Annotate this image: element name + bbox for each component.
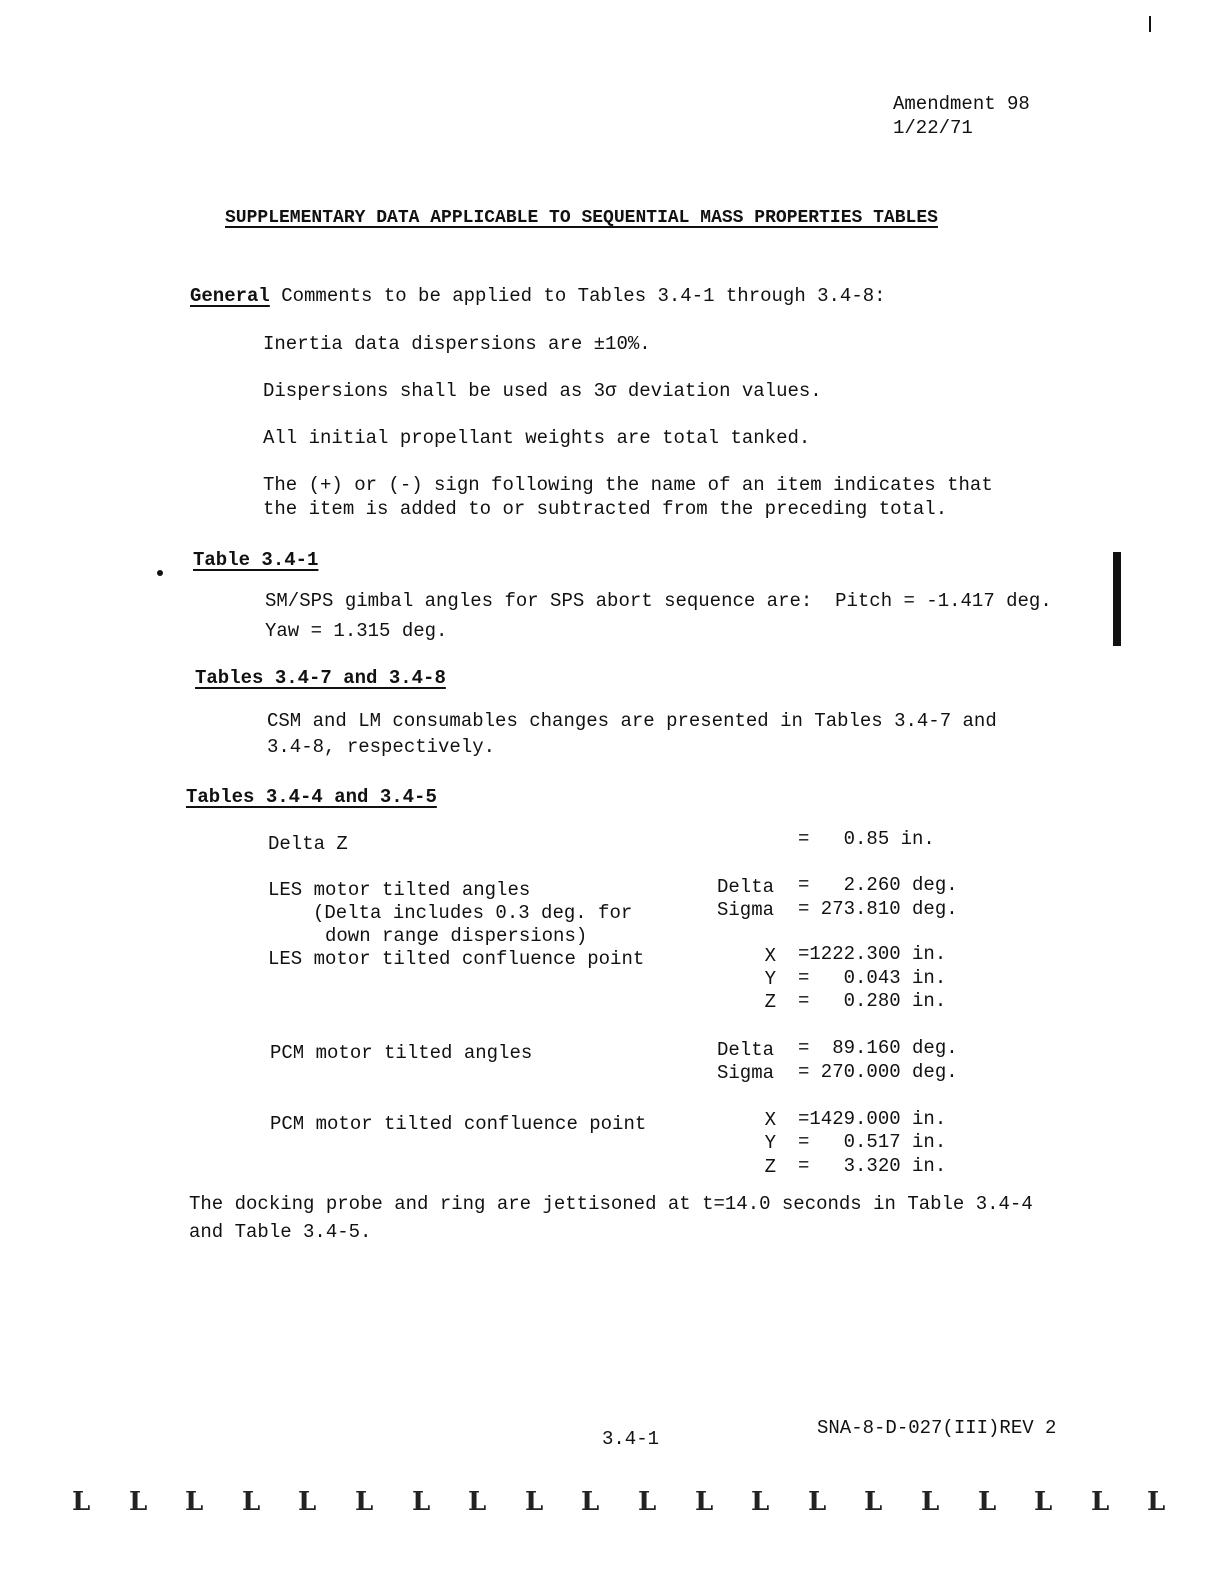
film-mark: L [185,1487,204,1517]
pcm-angles-sigma-value: = 270.000 deg. [798,1061,958,1083]
general-heading-line [190,284,886,308]
film-mark: L [864,1487,883,1517]
film-mark: L [751,1487,770,1517]
film-mark: L [695,1487,714,1517]
film-mark: L [921,1487,940,1517]
bullet-dot [157,570,163,576]
film-mark: L [1091,1487,1110,1517]
les-point-x-value: =1222.300 in. [798,943,947,965]
table341-line2: Yaw = 1.315 deg. [265,620,448,642]
pcm-angles-sigma-key: Sigma [716,1062,774,1084]
film-mark: L [412,1487,431,1517]
pcm-point-x-key: X [764,1109,776,1131]
film-mark: L [581,1487,600,1517]
pcm-point-label: PCM motor tilted confluence point [270,1113,647,1135]
les-point-y-value: = 0.043 in. [798,967,947,989]
les-angles-sigma-value: = 273.810 deg. [798,898,958,920]
les-angles-delta-key: Delta [716,876,774,898]
general-heading: General [190,285,270,307]
les-point-z-key: Z [764,991,776,1013]
closing-line1: The docking probe and ring are jettisoned at t=14.0 seconds in Table 3.4-4 [189,1193,1033,1215]
film-mark: L [1034,1487,1053,1517]
general-p2: Dispersions shall be used as 3σ deviation values. [263,380,822,402]
delta-z-label: Delta Z [268,833,348,855]
film-mark: L [355,1487,374,1517]
pcm-point-y-value: = 0.517 in. [798,1131,947,1153]
general-p3: All initial propellant weights are total tanked. [263,427,811,449]
les-point-label: LES motor tilted confluence point [268,948,645,970]
page-number: 3.4-1 [602,1428,660,1450]
document-id: SNA-8-D-027(III)REV 2 [817,1417,1057,1439]
film-mark: L [978,1487,997,1517]
film-mark: L [1147,1487,1166,1517]
closing-line2: and Table 3.4-5. [189,1221,372,1243]
les-angles-delta-value: = 2.260 deg. [798,874,958,896]
delta-z-value: = 0.85 in. [798,828,935,850]
table341-line1: SM/SPS gimbal angles for SPS abort sequence are: Pitch = -1.417 deg. [265,590,1052,612]
amendment-label: Amendment 98 [893,93,1030,115]
general-heading-rest: Comments to be applied to Tables 3.4-1 through 3.4-8: [269,285,886,307]
film-mark: L [72,1487,91,1517]
les-point-z-value: = 0.280 in. [798,990,947,1012]
scan-mark [1149,16,1151,32]
film-mark: L [242,1487,261,1517]
tables344-heading: Tables 3.4-4 and 3.4-5 [186,786,437,808]
film-mark: L [129,1487,148,1517]
revision-bar [1113,552,1121,646]
tables347-line2: 3.4-8, respectively. [267,736,496,758]
amendment-date: 1/22/71 [893,117,973,139]
film-mark: L [808,1487,827,1517]
film-mark: L [525,1487,544,1517]
general-p4-line1: The (+) or (-) sign following the name of an item indicates that [263,474,993,496]
les-angles-label1: LES motor tilted angles [268,879,531,901]
table341-heading: Table 3.4-1 [193,549,319,571]
pcm-point-z-value: = 3.320 in. [798,1155,947,1177]
general-p1: Inertia data dispersions are ±10%. [263,333,651,355]
general-p4-line2: the item is added to or subtracted from the preceding total. [263,498,948,520]
pcm-point-z-key: Z [764,1156,776,1178]
tables347-line1: CSM and LM consumables changes are presented in Tables 3.4-7 and [267,710,997,732]
les-angles-label2: (Delta includes 0.3 deg. for [313,902,633,924]
les-point-y-key: Y [764,968,776,990]
tables347-heading: Tables 3.4-7 and 3.4-8 [195,667,446,689]
pcm-point-x-value: =1429.000 in. [798,1108,947,1130]
les-angles-label3: down range dispersions) [325,925,588,947]
film-mark: L [298,1487,317,1517]
page-title: SUPPLEMENTARY DATA APPLICABLE TO SEQUENTIAL MASS PROPERTIES TABLES [225,208,938,228]
les-point-x-key: X [764,945,776,967]
film-mark: L [638,1487,657,1517]
pcm-angles-delta-value: = 89.160 deg. [798,1037,958,1059]
les-angles-sigma-key: Sigma [716,899,774,921]
film-mark: L [468,1487,487,1517]
pcm-angles-label: PCM motor tilted angles [270,1042,533,1064]
pcm-angles-delta-key: Delta [716,1039,774,1061]
pcm-point-y-key: Y [764,1132,776,1154]
